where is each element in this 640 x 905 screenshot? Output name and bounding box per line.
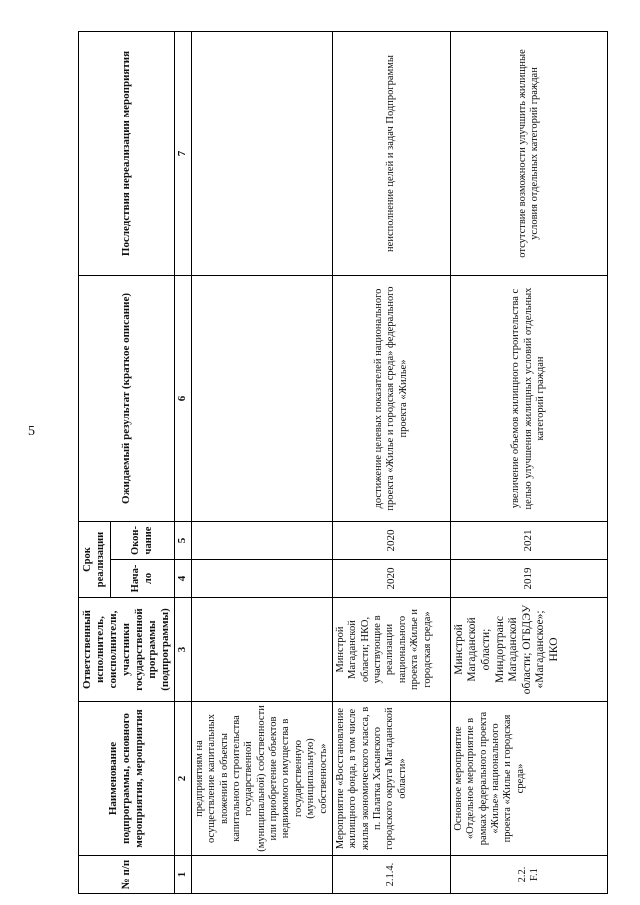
row-end: 2021 (450, 522, 607, 560)
row-num: 2.2. F.1 (450, 856, 607, 894)
table-row (450, 32, 607, 894)
column-number: 7 (174, 32, 191, 276)
row-consequences: неисполнение целей и задач Подпрограммы (332, 32, 450, 276)
program-measures-table (78, 31, 608, 894)
row-num (191, 856, 332, 894)
table-row (191, 32, 332, 894)
header-result: Ожидаемый результат (краткое описание) (79, 276, 175, 522)
row-result: увеличение объемов жилищного строительства с целью улучшения жилищных условий отдельных категорий граждан (450, 276, 607, 522)
row-responsible: Минстрой Магаданской области; Миндортранс Магаданской области; ОГБДЭУ «Магаданское»; (452, 604, 547, 695)
page-number: 5 (28, 424, 35, 439)
table-row (332, 32, 450, 894)
header-term: Срок реализации (79, 522, 111, 598)
column-number: 5 (174, 522, 191, 560)
column-numbers-row (174, 32, 191, 894)
row-start: 2020 (332, 560, 450, 598)
row-name: Мероприятие «Восстановление жилищного фонда, в том числе жилья экономического класса, в п. Палатка Хасынского городского округа Магаданской области» (332, 702, 450, 856)
row-start: 2019 (450, 560, 607, 598)
row-responsible: Минстрой Магаданской области; НКО, участвующие в реализации национального проекта «Жилье и городская среда» (332, 598, 450, 702)
row-responsible (191, 598, 332, 702)
header-responsible: Ответственный исполнитель, соисполнители, участники государственной программы (подпрограммы) (79, 598, 175, 702)
column-number: 6 (174, 276, 191, 522)
column-number: 4 (174, 560, 191, 598)
row-responsible-extra: НКО (547, 637, 560, 662)
table-sheet (78, 32, 608, 894)
row-end: 2020 (332, 522, 450, 560)
row-consequences: отсутствие возможности улучшить жилищные условия отдельных категорий граждан (450, 32, 607, 276)
row-result: достижение целевых показателей национального проекта «Жилье и городская среда» федерального проекта «Жилье» (332, 276, 450, 522)
column-number: 2 (174, 702, 191, 856)
row-responsible-cell (450, 598, 607, 702)
row-result (191, 276, 332, 522)
rotated-table-area (78, 32, 608, 894)
header-name: Наименование подпрограммы, основного мероприятия, мероприятия (79, 702, 175, 856)
header-num: № п/п (79, 856, 175, 894)
row-start (191, 560, 332, 598)
row-name: Основное мероприятие «Отдельное мероприятие в рамках федерального проекта «Жилье» национального проекта «Жилье и городская среда» (450, 702, 607, 856)
column-number: 1 (174, 856, 191, 894)
header-end: Окон-чание (111, 522, 174, 560)
row-end (191, 522, 332, 560)
header-consequences: Последствия нереализации мероприятия (79, 32, 175, 276)
header-start: Нача-ло (111, 560, 174, 598)
row-num: 2.1.4. (332, 856, 450, 894)
row-name: предприятиям на осуществление капитальных вложений в объекты капитального строительства государственной (муниципальной) собственности или приобретение объектов недвижимого имущества в государственную (муниципальную) собственность» (191, 702, 332, 856)
column-number: 3 (174, 598, 191, 702)
row-consequences (191, 32, 332, 276)
